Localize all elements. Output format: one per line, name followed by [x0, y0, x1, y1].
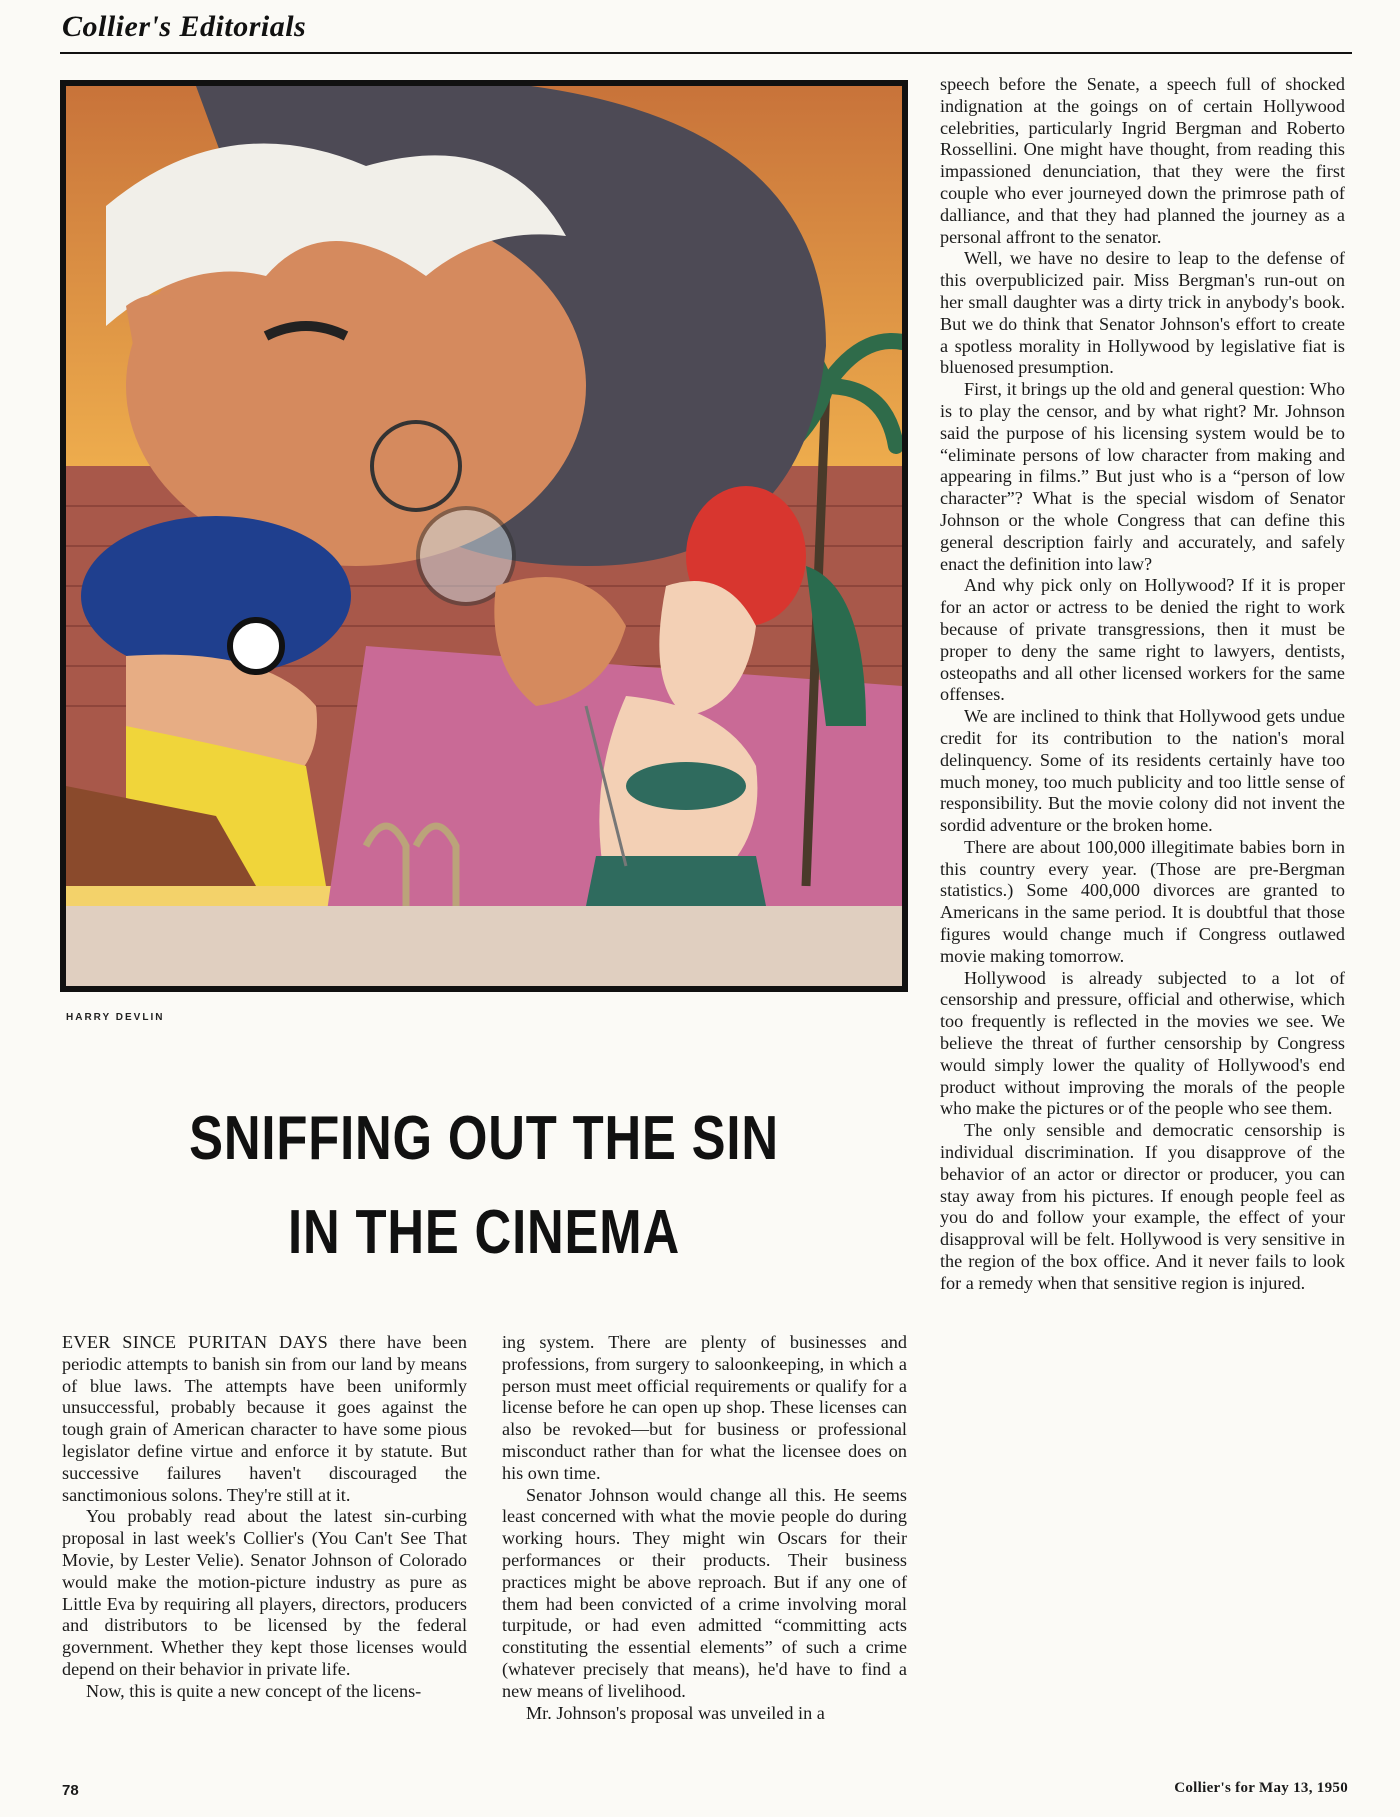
- article-column-left: [62, 1332, 467, 1703]
- paragraph: You probably read about the latest sin-curbing proposal in last week's Collier's (You Can't See That Movie, by Lester Velie). Senator Johnson of Colorado would make the motion-picture industry as pure as Little Eva by requiring all players, directors, producers and distributors to be licensed by the federal government. Whether they kept those licenses would depend on their behavior in private life.: [62, 1506, 467, 1679]
- paragraph: First, it brings up the old and general question: Who is to play the censor, and by what right? Mr. Johnson said the purpose of his licensing system would be to “eliminate persons of low character from making and appearing in films.” But just who is a “person of low character”? What is the special wisdom of Senator Johnson or the whole Congress that can define this general description fairly and accurately, and safely enact the definition into law?: [940, 379, 1345, 574]
- masthead: Collier's Editorials: [62, 10, 307, 43]
- headline-line-1: SNIFFING OUT THE SIN: [189, 1104, 779, 1173]
- cartoon-art: [66, 86, 902, 986]
- paragraph: [62, 1332, 467, 1506]
- glasses-icon: [230, 620, 282, 672]
- issue-line: Collier's for May 13, 1950: [1174, 1780, 1348, 1796]
- masthead-rule: [60, 52, 1352, 54]
- paragraph: Hollywood is already subjected to a lot of censorship and pressure, official and otherwise, which too frequently is reflected in the movies we see. We believe the threat of further censorship by Congress would simply lower the quality of Hollywood's end product without improving the morals of the people who make the pictures or of the people who see them.: [940, 967, 1345, 1119]
- article-column-right: [940, 74, 1345, 1295]
- paragraph: And why pick only on Hollywood? If it is proper for an actor or actress to be denied the right to work because of private transgressions, then it must be proper to deny the same right to lawyers, dentists, osteopaths and all other licensed workers for the same offenses.: [940, 575, 1345, 705]
- paragraph: There are about 100,000 illegitimate babies born in this country every year. (Those are pre-Bergman statistics.) Some 400,000 divorces are granted to Americans in the same period. It is doubtful that those figures would change much if Congress outlawed movie making tomorrow.: [940, 836, 1345, 966]
- paragraph-text: there have been periodic attempts to banish sin from our land by means of blue laws. The attempts have been uniformly unsuccessful, probably because it goes against the tough grain of American character to have some pious legislator define virtue and enforce it by statute. But successive failures haven't discouraged the sanctimonious solons. They're still at it.: [62, 1332, 467, 1505]
- paragraph: Mr. Johnson's proposal was unveiled in a: [526, 1702, 825, 1723]
- article-column-middle: [502, 1332, 907, 1724]
- headline-line-2: IN THE CINEMA: [288, 1198, 680, 1267]
- illustration-credit: HARRY DEVLIN: [66, 1012, 165, 1023]
- paragraph: ing system. There are plenty of businesses and professions, from surgery to saloonkeeping, in which a person must meet official requirements or qualify for a license before he can open up shop. These licenses can also be revoked—but for business or professional misconduct rather than for what the licensee does on his own time.: [502, 1332, 907, 1483]
- pool-deck: [66, 906, 902, 986]
- editorial-cartoon: [60, 80, 908, 992]
- lead-caps: EVER SINCE PURITAN DAYS: [62, 1332, 329, 1352]
- paragraph: speech before the Senate, a speech full of shocked indignation at the goings on of certain Hollywood celebrities, particularly Ingrid Bergman and Roberto Rossellini. One might have thought, from reading this impassioned denunciation, that they were the first couple who ever journeyed down the primrose path of dalliance, and that they had planned the journey as a personal affront to the senator.: [940, 74, 1345, 247]
- starlet-bikini-top: [626, 762, 746, 810]
- headline: [136, 1092, 831, 1280]
- beret: [81, 516, 351, 676]
- paragraph: Well, we have no desire to leap to the defense of this overpublicized pair. Miss Bergman's run-out on her small daughter was a dirty trick in anybody's book. But we do think that Senator Johnson's effort to create a spotless morality in Hollywood by legislative fiat is bluenosed presumption.: [940, 248, 1345, 378]
- starlet-bikini-bottom: [586, 856, 766, 906]
- paragraph: Now, this is quite a new concept of the licens-: [86, 1680, 422, 1701]
- paragraph: We are inclined to think that Hollywood gets undue credit for its contribution to the nation's moral delinquency. Some of its residents certainly have too much money, too much publicity and too little sense of responsibility. But the movie colony did not invent the sordid adventure or the broken home.: [940, 706, 1345, 836]
- page-number: 78: [62, 1782, 79, 1799]
- paragraph: The only sensible and democratic censorship is individual discrimination. If you disapprove of the behavior of an actor or director or producer, you can stay away from his pictures. If enough people feel as you do and follow your example, the effect of your disapproval will be felt. Hollywood is very sensitive in the region of the box office. And it never fails to look for a remedy when that sensitive region is injured.: [940, 1120, 1345, 1293]
- paragraph: Senator Johnson would change all this. He seems least concerned with what the movie people do during working hours. They might win Oscars for their performances or their products. Their business practices might be above reproach. But if any one of them had been convicted of a crime involving moral turpitude, or had even admitted “committing acts constituting the essential elements” of such a crime (whatever precisely that means), he'd have to find a new means of livelihood.: [502, 1484, 907, 1701]
